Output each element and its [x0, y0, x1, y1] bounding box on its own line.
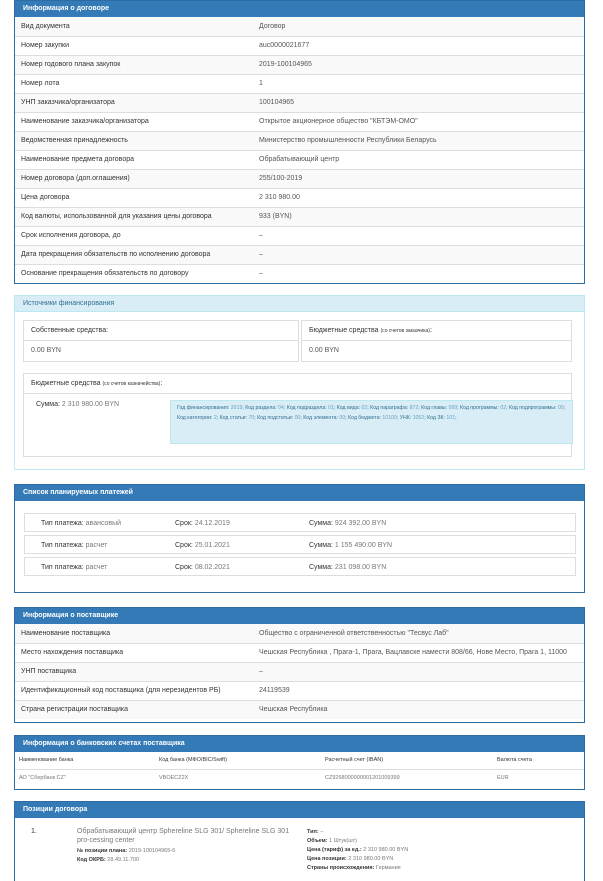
supplier-field-label: Страна регистрации поставщика: [15, 700, 253, 719]
funding-detail: УНК: 1052;: [399, 415, 428, 421]
position-type: Тип: –: [307, 829, 324, 835]
bank-name: АО "Сбербанк CZ": [19, 774, 66, 781]
contract-field-value: –: [253, 245, 584, 264]
funding-detail: Код главы: 999;: [421, 405, 461, 411]
supplier-field-value: –: [253, 662, 584, 681]
own-funds-label: Собственные средства:: [24, 321, 298, 341]
funding-detail: Код вида: 02;: [336, 405, 371, 411]
budget-customer-label: Бюджетные средства (со счетов заказчика):: [302, 321, 571, 341]
contract-field-label: Цена договора: [15, 188, 253, 207]
own-funds-box: [23, 320, 299, 362]
bank-code: VBOECZ2X: [159, 774, 189, 781]
budget-treasury-box: [23, 373, 572, 457]
funding-detail: Год финансирования: 2019;: [177, 405, 246, 411]
contract-info-panel: [14, 0, 585, 284]
positions-title: Позиции договора: [15, 802, 584, 818]
position-price: Цена позиции: 2 310 980.00 BYN: [307, 856, 394, 862]
contract-field-row: [15, 150, 584, 169]
payments-title: Список планируемых платежей: [15, 485, 584, 501]
contract-field-value: 2 310 980.00: [253, 188, 584, 207]
contract-field-value: Министерство промышленности Республики Беларусь: [253, 131, 584, 150]
supplier-field-value: Чешская Республика: [253, 700, 584, 719]
contract-field-row: [15, 169, 584, 188]
supplier-field-value: Чешская Республика , Прага-1, Прага, Вацлавске намести 808/66, Нове Место, Прага 1, 11000: [253, 643, 584, 662]
payment-type: Тип платежа: расчет: [41, 542, 108, 549]
contract-field-value: 2019-100104965: [253, 55, 584, 74]
position-okrb: Код ОКРБ: 28.49.11.700: [77, 857, 140, 863]
position-plan: № позиции плана: 2019-100104965-6: [77, 848, 176, 854]
positions-panel: [14, 801, 585, 881]
contract-field-label: Основание прекращения обязательств по договору: [15, 264, 253, 283]
contract-field-row: [15, 131, 584, 150]
supplier-title: Информация о поставщике: [15, 608, 584, 624]
bank-header-iban: Расчетный счет (IBAN): [321, 752, 493, 769]
budget-customer-box: [301, 320, 572, 362]
payment-type: Тип платежа: расчет: [41, 564, 108, 571]
contract-field-value: 933 (BYN): [253, 207, 584, 226]
funding-detail: Код подстатьи: 00;: [257, 415, 304, 421]
payment-row: [24, 513, 576, 532]
supplier-panel: [14, 607, 585, 723]
supplier-field-row: [15, 643, 584, 662]
contract-field-row: [15, 17, 584, 36]
payment-term: Срок: 08.02.2021: [175, 564, 230, 571]
contract-field-label: Номер закупки: [15, 36, 253, 55]
contract-field-label: УНП заказчика/организатора: [15, 93, 253, 112]
contract-field-value: 1: [253, 74, 584, 93]
payment-row: [24, 557, 576, 576]
funding-detail: Код статьи: 70;: [219, 415, 258, 421]
contract-field-row: [15, 188, 584, 207]
bank-title: Информация о банковских счетах поставщика: [15, 736, 584, 752]
supplier-field-label: Место нахождения поставщика: [15, 643, 253, 662]
supplier-field-label: УНП поставщика: [15, 662, 253, 681]
contract-info-table: [15, 17, 584, 283]
contract-field-value: –: [253, 226, 584, 245]
bank-header-name: Наименование банка: [15, 752, 155, 769]
contract-field-value: Открытое акционерное общество "КБТЭМ-ОМО": [253, 112, 584, 131]
payment-sum: Сумма: 1 155 490.00 BYN: [309, 542, 393, 549]
contract-field-label: Наименование предмета договора: [15, 150, 253, 169]
bank-header-currency: Валюта счета: [493, 752, 584, 769]
contract-field-label: Срок исполнения договора, до: [15, 226, 253, 245]
funding-panel: [14, 295, 585, 470]
funding-detail: Код раздела: 04;: [245, 405, 287, 411]
budget-treasury-sum: Сумма: 2 310 980.00 BYN: [36, 401, 120, 408]
bank-header-code: Код банка (МФО/BIC/Swift): [155, 752, 321, 769]
contract-field-value: Договор: [253, 17, 584, 36]
bank-currency: EUR: [497, 774, 509, 781]
contract-field-label: Номер договора (доп.оглашения): [15, 169, 253, 188]
position-name-1: Обрабатывающий центр Sphereline SLG 301/ Sphereline SLG 301: [77, 828, 290, 835]
payment-term: Срок: 24.12.2019: [175, 520, 230, 527]
contract-field-row: [15, 264, 584, 283]
funding-detail: Код категории: 2;: [177, 415, 220, 421]
contract-field-value: 100104965: [253, 93, 584, 112]
contract-field-row: [15, 93, 584, 112]
supplier-table: [15, 624, 584, 719]
contract-field-row: [15, 207, 584, 226]
contract-field-value: auc0000021677: [253, 36, 584, 55]
position-item: [15, 818, 584, 871]
payment-row: [24, 535, 576, 554]
contract-field-row: [15, 74, 584, 93]
bank-iban: CZ9268000000001201009399: [325, 774, 400, 781]
bank-panel: [14, 735, 585, 790]
position-name-2: pro-cessing center: [77, 837, 135, 844]
supplier-field-value: Общество с ограниченной ответственностью "Тесвус Лаб": [253, 624, 584, 643]
funding-detail: Код ЗК: 101;: [427, 415, 457, 421]
position-origin: Страны происхождения: Германия: [307, 865, 401, 871]
contract-field-label: Код валюты, использованной для указания цены договора: [15, 207, 253, 226]
contract-field-label: Дата прекращения обязательств по исполнению договора: [15, 245, 253, 264]
payments-panel: [14, 484, 585, 593]
position-number: 1.: [31, 828, 37, 835]
contract-field-label: Вид документа: [15, 17, 253, 36]
funding-detail: Код бюджета: 10100;: [348, 415, 400, 421]
supplier-field-row: [15, 662, 584, 681]
contract-field-value: Обрабатывающий центр: [253, 150, 584, 169]
funding-detail: Код элемента: 00;: [303, 415, 349, 421]
contract-field-row: [15, 112, 584, 131]
payment-term: Срок: 25.01.2021: [175, 542, 230, 549]
contract-field-value: 255/100-2019: [253, 169, 584, 188]
supplier-field-label: Наименование поставщика: [15, 624, 253, 643]
supplier-field-label: Идентификационный код поставщика (для нерезидентов РБ): [15, 681, 253, 700]
funding-detail: Код подраздела: 01;: [286, 405, 337, 411]
payment-sum: Сумма: 231 098.00 BYN: [309, 564, 387, 571]
bank-row: [15, 769, 584, 786]
position-volume: Объем: 1 Штук(шт): [307, 838, 357, 844]
supplier-field-row: [15, 700, 584, 719]
supplier-field-row: [15, 681, 584, 700]
bank-header-row: [15, 752, 584, 769]
contract-field-row: [15, 245, 584, 264]
funding-detail: Код параграфа: 872;: [370, 405, 422, 411]
contract-field-label: Ведомственная принадлежность: [15, 131, 253, 150]
own-funds-value: 0.00 BYN: [31, 347, 61, 354]
supplier-field-value: 24119539: [253, 681, 584, 700]
budget-treasury-label: Бюджетные средства (со счетов казначейства):: [24, 374, 571, 394]
payment-sum: Сумма: 924 392.00 BYN: [309, 520, 387, 527]
payment-type: Тип платежа: авансовый: [41, 520, 122, 527]
contract-field-row: [15, 226, 584, 245]
contract-field-row: [15, 55, 584, 74]
contract-field-row: [15, 36, 584, 55]
position-unit-price: Цена (тариф) за ед.: 2 310 980.00 BYN: [307, 847, 409, 853]
contract-field-label: Номер лота: [15, 74, 253, 93]
funding-detail: Код программы: 02;: [460, 405, 509, 411]
contract-field-value: –: [253, 264, 584, 283]
budget-customer-value: 0.00 BYN: [309, 347, 339, 354]
supplier-field-row: [15, 624, 584, 643]
funding-title: Источники финансирования: [15, 296, 584, 312]
contract-info-title: Информация о договоре: [15, 1, 584, 17]
bank-table: [15, 752, 584, 786]
budget-treasury-details: [170, 400, 573, 444]
funding-detail: Код подпрограммы: 00;: [508, 405, 566, 411]
contract-field-label: Наименование заказчика/организатора: [15, 112, 253, 131]
contract-field-label: Номер годового плана закупок: [15, 55, 253, 74]
